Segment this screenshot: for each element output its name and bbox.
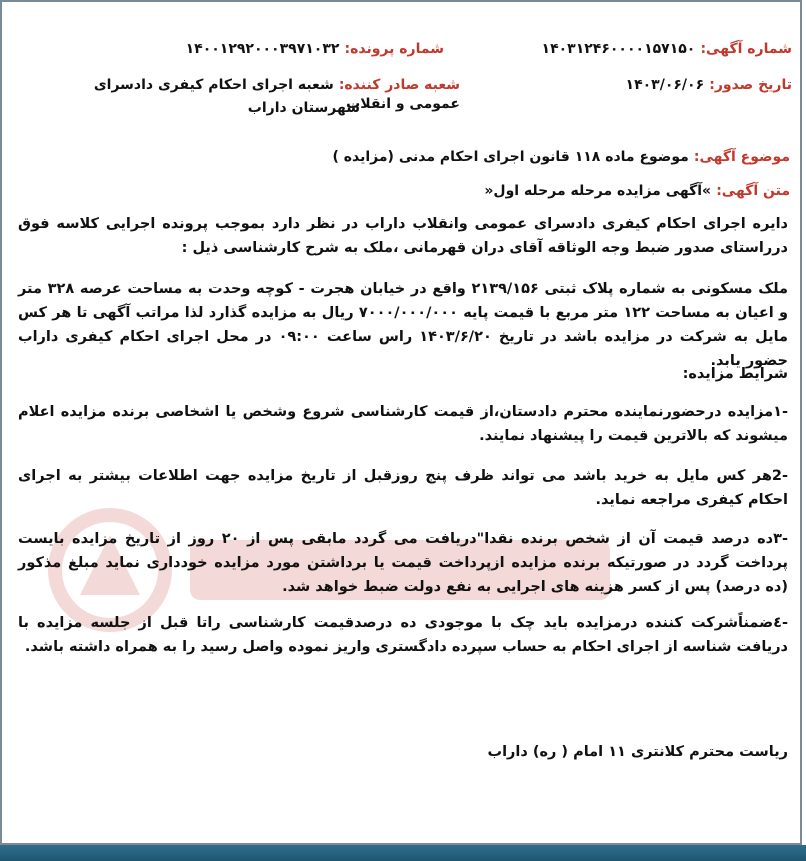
condition-1: -۱مزایده درحضورنماینده محترم دادستان،از قیمت کارشناسی شروع وشخص یا اشخاصی برنده مزایده اعلام میشوند که بالاترین قیمت را پیشنهاد نمایند. (18, 404, 788, 444)
subject-row (333, 146, 791, 165)
subject-label: موضوع آگهی: (693, 149, 790, 165)
condition-3: -۳ده درصد قیمت آن از شخص برنده نقدا"دریافت می گردد مابقی پس از ۲۰ روز از تاریخ مزایده بایست پرداخت گردد در صورتیکه برنده مزایده ازپرداخت قیمت یا برداشتن مورد مزایده خودداری نماید مبلغ مذکور (ده درصد) پس از کسر هزینه های اجرایی به نفع دولت ضبط خواهد شد. (18, 531, 788, 595)
issuer-line1: شعبه اجرای احکام کیفری دادسرای عمومی و انقلاب (93, 77, 460, 112)
notice-number-label: شماره آگهی: (700, 41, 792, 57)
intro-paragraph: دایره اجرای احکام کیفری دادسرای عمومی وانقلاب داراب در نظر دارد بموجب پرونده اجرایی کلاسه فوق درراستای صدور ضبط وجه الوثاقه آقای دران قهرمانی ،ملک به شرح کارشناسی ذیل : (18, 216, 788, 256)
issue-date: ۱۴۰۳/۰۶/۰۶ (625, 77, 705, 93)
notice-number: ۱۴۰۳۱۲۴۶۰۰۰۰۱۵۷۱۵۰ (541, 41, 696, 57)
notice-number-row (542, 38, 792, 57)
body-title-label: متن آگهی: (716, 183, 790, 199)
conditions-title: شرایط مزایده: (682, 366, 788, 382)
issue-date-row (626, 74, 792, 93)
subject-text: موضوع ماده ۱۱۸ قانون اجرای احکام مدنی (مزایده ) (332, 149, 689, 165)
condition-4: -٤ضمناًشرکت کننده درمزایده باید چک با موجودی ده درصدقیمت کارشناسی راتا قبل از جلسه مزایده با دریافت شناسه از اجرای احکام به حساب سپرده دادگستری واریز نموده واصل رسید را به همراه داشته باشد. (18, 615, 788, 655)
issuer-label: شعبه صادر کننده: (338, 77, 460, 93)
case-number: ۱۴۰۰۱۲۹۲۰۰۰۳۹۷۱۰۳۲ (185, 41, 340, 57)
property-paragraph: ملک مسکونی به شماره پلاک ثبتی ۲۱۳۹/۱۵۶ واقع در خیابان هجرت - کوچه وحدت به مساحت عرصه ۳۲۸ متر و اعیان به مساحت ۱۲۲ متر مربع با قیمت پایه ۷۰۰۰/۰۰۰/۰۰۰ ریال به مزایده گذارد لذا مراتب آگهی تا هر کس مایل به شرکت در مزایده باشد در تاریخ ۱۴۰۳/۶/۲۰ راس ساعت ۰۹:۰۰ در محل اجرای احکام کیفری داراب حضور یابد. (18, 281, 788, 369)
body-title-row (484, 180, 790, 199)
condition-2: -2هر کس مایل به خرید باشد می تواند ظرف پنج روزقبل از تاریخ مزایده جهت اطلاعات بیشتر به اجرای احکام کیفری مراجعه نماید. (18, 468, 788, 508)
issue-date-label: تاریخ صدور: (709, 77, 792, 93)
signature: ریاست محترم کلانتری ۱۱ امام ( ره) داراب (487, 744, 788, 760)
issuer-line2: شهرستان داراب (247, 100, 360, 116)
case-number-label: شماره پرونده: (344, 41, 444, 57)
body-title-text: »آگهی مزایده مرحله مرحله اول« (484, 183, 712, 199)
case-number-row (186, 38, 444, 57)
bottom-bar (0, 845, 806, 861)
